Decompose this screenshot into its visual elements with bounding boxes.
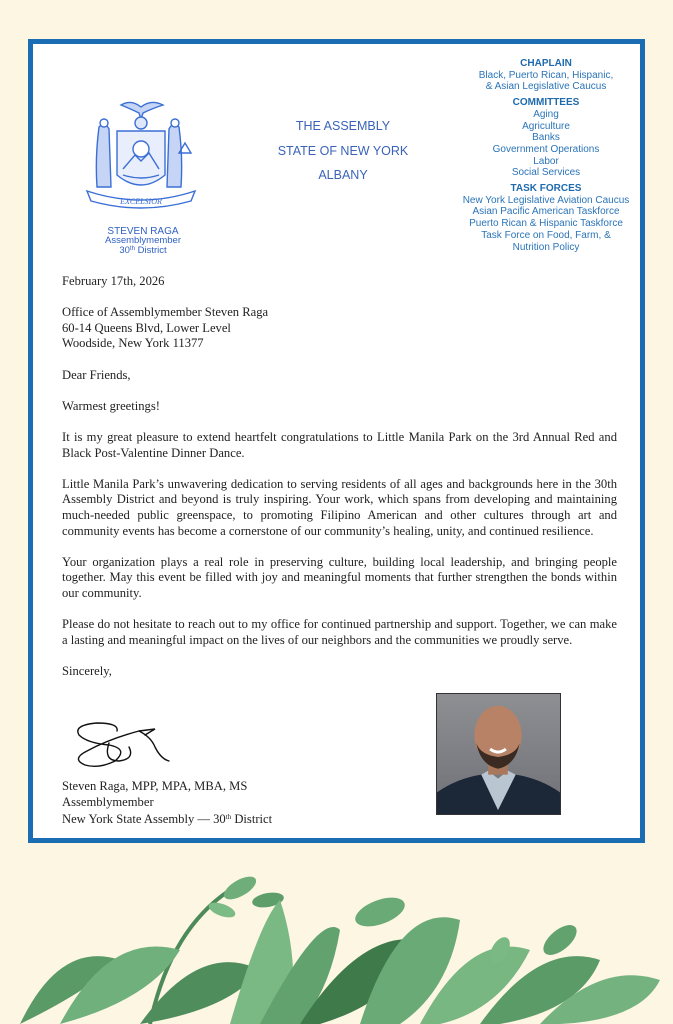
svg-text:EXCELSIOR: EXCELSIOR xyxy=(120,197,162,206)
letter-paragraph: Little Manila Park’s unwavering dedication to serving residents of all ages and backgrounds here in the 30th Assembly District and beyond is truly inspiring. Your work, which spans from developing and maintaining much-needed public greenspace, to promoting Filipino American and other cultures through art and community events has become a cornerstone of our community’s healing, unity, and continued resilience. xyxy=(62,476,617,538)
signer-name: Steven Raga, MPP, MPA, MBA, MS xyxy=(62,779,248,793)
member-district: 30th District xyxy=(119,245,167,256)
committee-item: Banks xyxy=(532,132,560,144)
signer-org: New York State Assembly — 30th District xyxy=(62,812,273,827)
task-force-item: Asian Pacific American Taskforce xyxy=(472,206,620,218)
letter-paragraph: Your organization plays a real role in preserving culture, building local leadership, and bringing people together. May this event be filled with joy and meaningful moments that further strengthen the bonds within our community. xyxy=(62,554,617,600)
signer-title: Assemblymember xyxy=(62,794,154,809)
task-forces-heading: TASK FORCES xyxy=(510,183,582,195)
chaplain-line: Black, Puerto Rican, Hispanic, xyxy=(478,69,614,81)
ny-state-seal-icon xyxy=(79,97,204,217)
assembly-heading xyxy=(263,114,423,188)
letter-date: February 17th, 2026 xyxy=(62,274,165,288)
committees-heading: COMMITTEES xyxy=(512,97,580,109)
letter-paragraph: Please do not hesitate to reach out to my office for continued partnership and support. Together, we can make a lasting and meaningful impact on the lives of our neighbors and the communities we proudly serve. xyxy=(62,617,617,647)
portrait-photo xyxy=(436,693,561,815)
committee-item: Aging xyxy=(533,108,559,120)
letter-page xyxy=(28,39,645,843)
chaplain-group xyxy=(446,58,646,93)
assembly-line: ALBANY xyxy=(318,168,368,182)
member-title: Assemblymember xyxy=(104,235,182,246)
signature-icon xyxy=(69,717,179,772)
committee-item: Labor xyxy=(533,155,559,167)
task-forces-group xyxy=(446,183,646,253)
member-block xyxy=(73,227,213,255)
affiliations-column xyxy=(446,58,646,257)
foliage-decoration-icon xyxy=(0,870,673,1024)
committee-item: Agriculture xyxy=(522,120,570,132)
letter-greeting: Warmest greetings! xyxy=(62,398,160,413)
committee-item: Government Operations xyxy=(492,143,600,155)
assembly-line: THE ASSEMBLY xyxy=(295,119,391,133)
letter-salutation: Dear Friends, xyxy=(62,367,131,382)
signer-block xyxy=(62,779,272,828)
task-force-item: Puerto Rican & Hispanic Taskforce xyxy=(469,218,623,230)
assembly-line: STATE OF NEW YORK xyxy=(277,143,409,158)
letter-body xyxy=(62,274,617,695)
committee-item: Social Services xyxy=(511,167,581,179)
letter-closing: Sincerely, xyxy=(62,663,112,678)
committees-group xyxy=(446,97,646,179)
member-name: STEVEN RAGA xyxy=(107,226,179,237)
task-force-item: Nutrition Policy xyxy=(512,241,580,253)
task-force-item: New York Legislative Aviation Caucus xyxy=(462,194,630,206)
task-force-item: Task Force on Food, Farm, & xyxy=(481,229,611,241)
chaplain-line: & Asian Legislative Caucus xyxy=(485,81,607,93)
letter-address: Office of Assemblymember Steven Raga 60-14 Queens Blvd, Lower Level Woodside, New York 11377 xyxy=(62,305,269,351)
chaplain-heading: CHAPLAIN xyxy=(520,58,572,69)
letter-paragraph: It is my great pleasure to extend heartfelt congratulations to Little Manila Park on the 3rd Annual Red and Black Post-Valentine Dinner Dance. xyxy=(62,429,617,460)
